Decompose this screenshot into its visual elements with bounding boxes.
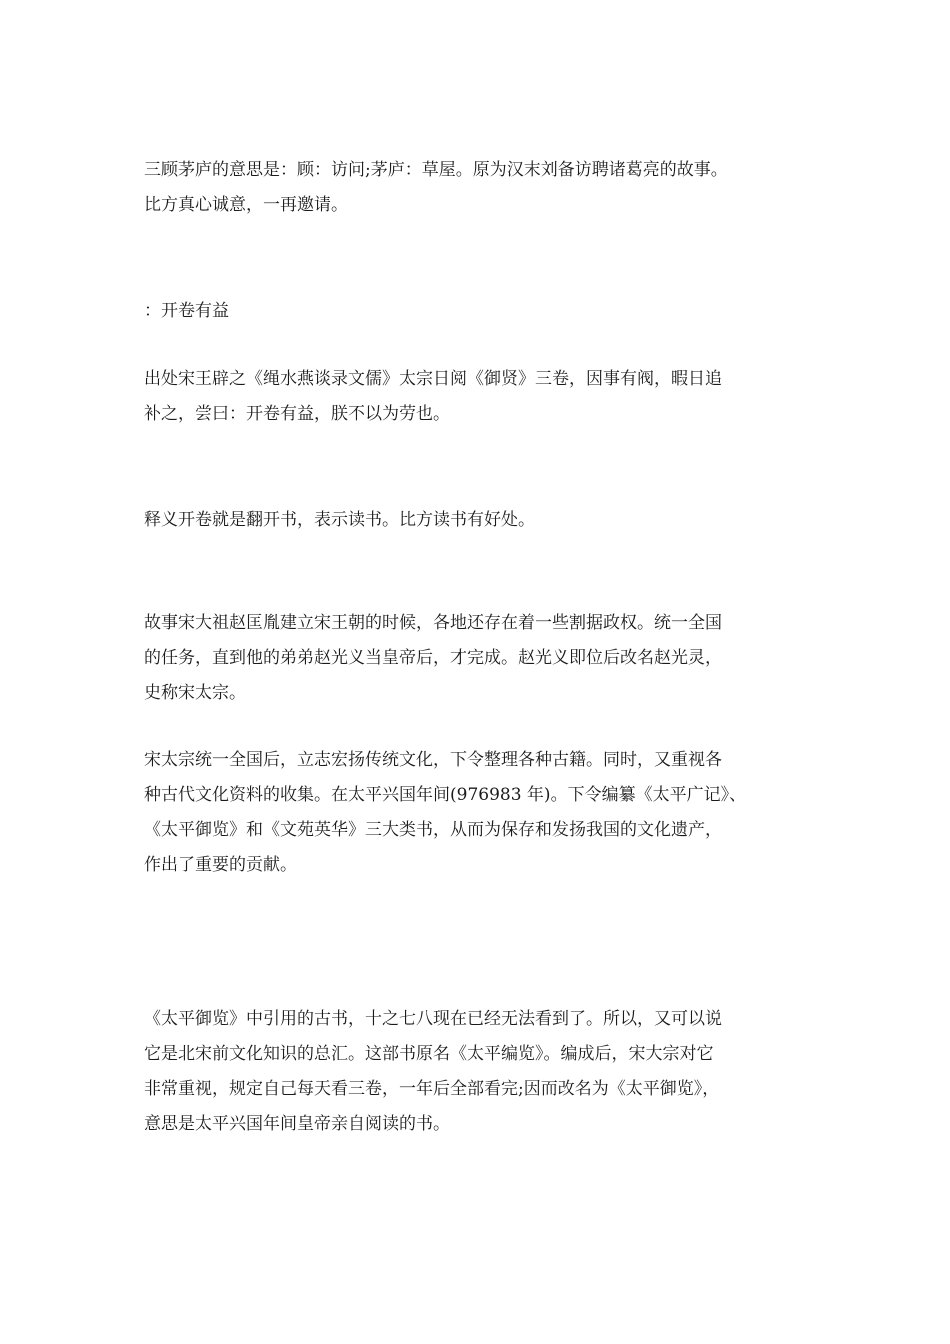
text-line: 三顾茅庐的意思是：顾：访问;茅庐：草屋。原为汉末刘备访聘诸葛亮的故事。 bbox=[144, 160, 728, 180]
text-line: 的任务，直到他的弟弟赵光义当皇帝后，才完成。赵光义即位后改名赵光灵， bbox=[144, 648, 722, 668]
paragraph-source bbox=[144, 362, 824, 432]
paragraph-sangu-maolu-meaning bbox=[144, 153, 824, 223]
text-line: 宋太宗统一全国后，立志宏扬传统文化，下令整理各种古籍。同时，又重视各 bbox=[144, 750, 722, 770]
text-line: 非常重视，规定自己每天看三卷，一年后全部看完;因而改名为《太平御览》， bbox=[144, 1079, 720, 1099]
paragraph-taiping-yulan bbox=[144, 1002, 824, 1142]
text-line: 释义开卷就是翻开书，表示读书。比方读书有好处。 bbox=[144, 510, 535, 530]
text-line: ：开卷有益 bbox=[144, 301, 229, 321]
text-line: 出处宋王辟之《绳水燕谈录文儒》太宗日阅《御贤》三卷，因事有阀，暇日追 bbox=[144, 369, 722, 389]
section-heading-kaijuan-youyi bbox=[144, 294, 824, 329]
paragraph-story bbox=[144, 606, 824, 711]
text-line: 故事宋大祖赵匡胤建立宋王朝的时候，各地还存在着一些割据政权。统一全国 bbox=[144, 613, 722, 633]
text-line: 意思是太平兴国年间皇帝亲自阅读的书。 bbox=[144, 1114, 450, 1134]
text-line: 《太平御览》和《文苑英华》三大类书，从而为保存和发扬我国的文化遗产， bbox=[144, 820, 722, 840]
text-line: 《太平御览》中引用的古书，十之七八现在已经无法看到了。所以，又可以说 bbox=[144, 1009, 722, 1029]
paragraph-song-taizong bbox=[144, 743, 824, 883]
text-line: 它是北宋前文化知识的总汇。这部书原名《太平编览》。编成后，宋大宗对它 bbox=[144, 1044, 714, 1064]
text-line: 作出了重要的贡献。 bbox=[144, 855, 297, 875]
text-line: 补之，尝曰：开卷有益，朕不以为劳也。 bbox=[144, 404, 450, 424]
text-line: 种古代文化资料的收集。在太平兴国年间(976983 年)。下令编纂《太平广记》、 bbox=[144, 785, 747, 805]
paragraph-meaning bbox=[144, 503, 824, 538]
text-line: 比方真心诚意，一再邀请。 bbox=[144, 195, 348, 215]
text-line: 史称宋太宗。 bbox=[144, 683, 246, 703]
